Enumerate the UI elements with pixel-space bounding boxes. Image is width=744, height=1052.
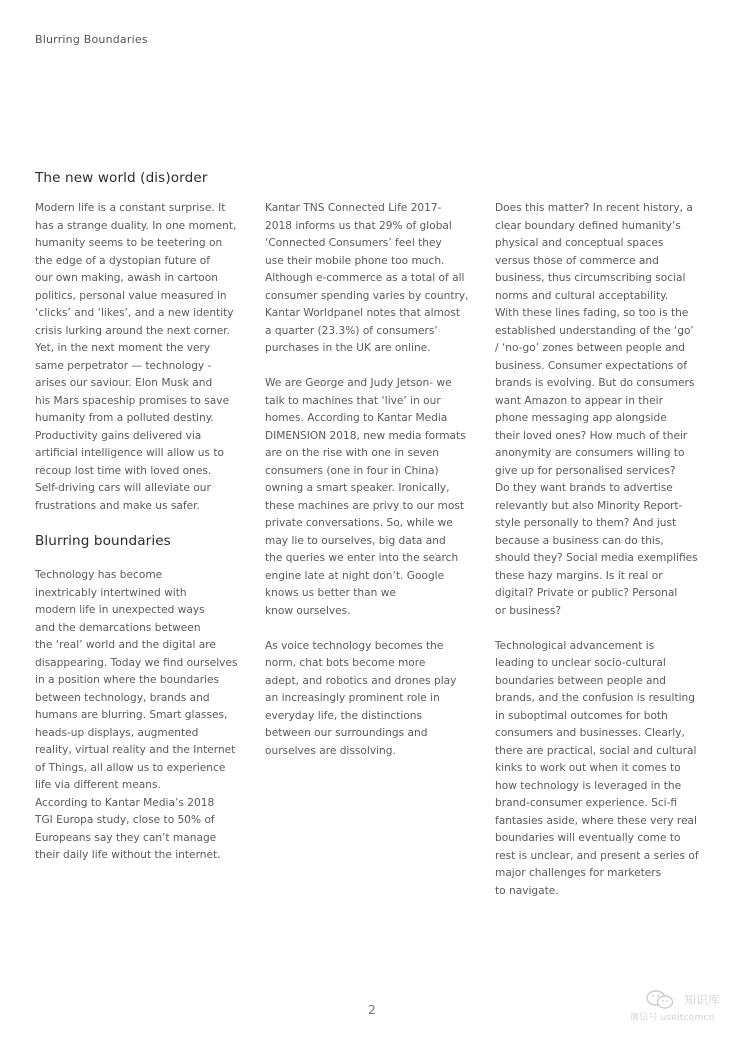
text-line: between technology, brands and (35, 691, 210, 704)
text-line: Technology has become (35, 569, 163, 581)
text-line: same perpetrator — technology - (35, 359, 212, 372)
text-line: inextricably intertwined with (35, 586, 187, 599)
paragraph-gap (265, 620, 487, 638)
text-line: established understanding of the ‘go’ (495, 324, 694, 337)
text-line: Although e-commerce as a total of all (265, 272, 465, 284)
text-line: brands, and the confusion is resulting (495, 692, 695, 704)
text-line: As voice technology becomes the (265, 639, 444, 652)
text-line: arises our saviour. Elon Musk and (35, 377, 213, 389)
text-line: 2018 informs us that 29% of global (265, 219, 452, 232)
column-3 (495, 200, 717, 900)
text-line: / ‘no-go’ zones between people and (495, 342, 686, 354)
text-line: reality, virtual reality and the Internet (35, 744, 236, 756)
paragraph (495, 200, 717, 620)
paragraph (495, 638, 717, 901)
column-2 (265, 200, 487, 760)
text-line: ‘Connected Consumers’ feel they (265, 237, 442, 249)
text-line: there are practical, social and cultural (495, 744, 697, 757)
text-line: kinks to work out when it comes to (495, 762, 681, 774)
text-line: a quarter (23.3%) of consumers’ (265, 324, 438, 337)
text-line: major challenges for marketers (495, 867, 662, 879)
paragraph (265, 200, 487, 358)
text-line: brands is evolving. But do consumers (495, 377, 695, 389)
text-line: anonymity are consumers willing to (495, 447, 685, 459)
text-line: phone messaging app alongside (495, 412, 667, 424)
text-line: consumers (one in four in China) (265, 464, 439, 477)
text-line: According to Kantar Media’s 2018 (35, 796, 215, 809)
section-heading-new-world-disorder: The new world (dis)order (35, 170, 208, 186)
text-line: these machines are privy to our most (265, 499, 465, 512)
text-line: business. Consumer expectations of (495, 359, 687, 372)
paragraph (265, 638, 487, 761)
text-line: ourselves are dissolving. (265, 744, 396, 757)
text-line: purchases in the UK are online. (265, 342, 431, 354)
text-line: life via different means. (35, 779, 161, 791)
text-line: their daily life without the internet. (35, 849, 221, 861)
text-line: Europeans say they can’t manage (35, 831, 217, 844)
text-line: the ‘real’ world and the digital are (35, 639, 216, 651)
paragraph (265, 375, 487, 620)
text-line: physical and conceptual spaces (495, 237, 664, 249)
text-line: fantasies aside, where these very real (495, 814, 697, 827)
text-line: Productivity gains delivered via (35, 429, 202, 442)
text-line: brand-consumer experience. Sci-fi (495, 797, 678, 809)
text-line: to navigate. (495, 884, 559, 897)
text-line: artificial intelligence will allow us to (35, 447, 225, 459)
text-line: engine late at night don’t. Google (265, 569, 445, 582)
text-line: consumer spending varies by country, (265, 289, 469, 302)
text-line: Do they want brands to advertise (495, 482, 673, 494)
text-line: our own making, awash in cartoon (35, 272, 218, 284)
text-line: talk to machines that ‘live’ in our (265, 394, 441, 407)
text-line: boundaries will eventually come to (495, 832, 681, 844)
text-line: TGI Europa study, close to 50% of (35, 814, 215, 826)
watermark (628, 990, 740, 1034)
text-line: in suboptimal outcomes for both (495, 709, 668, 722)
paragraph (35, 200, 257, 515)
text-line: business, thus circumscribing social (495, 272, 686, 284)
text-line: Modern life is a constant surprise. It (35, 202, 226, 214)
text-line: ‘clicks’ and ‘likes’, and a new identity (35, 307, 234, 319)
text-line: are on the rise with one in seven (265, 447, 440, 459)
text-line: disappearing. Today we find ourselves (35, 656, 238, 669)
text-line: use their mobile phone too much. (265, 254, 445, 267)
text-line: of Things, all allow us to experience (35, 761, 226, 774)
text-line: Kantar TNS Connected Life 2017- (265, 202, 442, 214)
text-line: and the demarcations between (35, 621, 201, 634)
text-line: politics, personal value measured in (35, 289, 227, 302)
text-line: rest is unclear, and present a series of (495, 849, 699, 862)
text-line: digital? Private or public? Personal (495, 587, 678, 599)
text-line: Self-driving cars will alleviate our (35, 482, 211, 494)
paragraph-gap (495, 620, 717, 638)
text-line: humanity seems to be teetering on (35, 237, 223, 249)
text-line: should they? Social media exemplifies (495, 552, 698, 564)
text-line: an increasingly prominent role in (265, 692, 440, 704)
text-line: crisis lurking around the next corner. (35, 324, 231, 337)
text-line: their loved ones? How much of their (495, 429, 688, 442)
text-line: Technological advancement is (495, 639, 655, 652)
text-line: these hazy margins. Is it real or (495, 569, 663, 582)
text-line: Yet, in the next moment the very (35, 342, 211, 354)
text-line: everyday life, the distinctions (265, 709, 423, 722)
paragraph-gap (265, 358, 487, 376)
text-line: the edge of a dystopian future of (35, 254, 210, 267)
text-line: in a position where the boundaries (35, 674, 220, 686)
text-line: knows us better than we (265, 587, 396, 599)
text-line: has a strange duality. In one moment, (35, 219, 237, 232)
text-line: homes. According to Kantar Media (265, 412, 448, 424)
text-line: know ourselves. (265, 604, 351, 617)
text-line: leading to unclear socio-cultural (495, 657, 666, 669)
text-line: norm, chat bots become more (265, 657, 426, 669)
text-line: relevantly but also Minority Report- (495, 499, 683, 512)
text-line: DIMENSION 2018, new media formats (265, 429, 466, 442)
column-1 (35, 168, 257, 865)
text-line: With these lines fading, so too is the (495, 307, 689, 319)
text-line: his Mars spaceship promises to save (35, 394, 230, 407)
text-line: humans are blurring. Smart glasses, (35, 709, 228, 721)
text-line: clear boundary defined humanity’s (495, 219, 681, 232)
wechat-icon (646, 990, 676, 1008)
text-line: frustrations and make us safer. (35, 499, 200, 512)
text-line: humanity from a polluted destiny. (35, 412, 214, 424)
paragraph (35, 567, 257, 865)
text-line: modern life in unexpected ways (35, 604, 205, 616)
text-line: We are George and Judy Jetson- we (265, 377, 452, 389)
text-line: or business? (495, 604, 561, 617)
text-line: norms and cultural acceptability. (495, 289, 669, 302)
text-line: between our surroundings and (265, 727, 428, 739)
text-line: owning a smart speaker. Ironically, (265, 482, 450, 494)
text-line: consumers and businesses. Clearly, (495, 727, 685, 739)
text-line: want Amazon to appear in their (495, 394, 663, 407)
text-line: heads-up displays, augmented (35, 726, 199, 739)
text-line: style personally to them? And just (495, 517, 677, 529)
running-header-title: Blurring Boundaries (35, 33, 148, 46)
text-line: versus those of commerce and (495, 254, 659, 267)
text-line: the queries we enter into the search (265, 552, 459, 564)
text-line: Does this matter? In recent history, a (495, 202, 693, 214)
text-line: may lie to ourselves, big data and (265, 534, 446, 547)
text-line: adept, and robotics and drones play (265, 674, 457, 687)
text-line: how technology is leveraged in the (495, 779, 682, 792)
text-line: because a business can do this, (495, 534, 664, 547)
section-heading-blurring-boundaries: Blurring boundaries (35, 533, 171, 549)
text-line: recoup lost time with loved ones. (35, 464, 212, 477)
text-line: Kantar Worldpanel notes that almost (265, 307, 460, 319)
page-number: 2 (368, 1003, 376, 1017)
text-line: give up for personalised services? (495, 464, 676, 477)
text-line: private conversations. So, while we (265, 517, 453, 529)
text-line: boundaries between people and (495, 674, 666, 687)
watermark-name: 知识库 (684, 992, 721, 1007)
watermark-account: 微信号 useitcomcn (630, 1013, 715, 1023)
